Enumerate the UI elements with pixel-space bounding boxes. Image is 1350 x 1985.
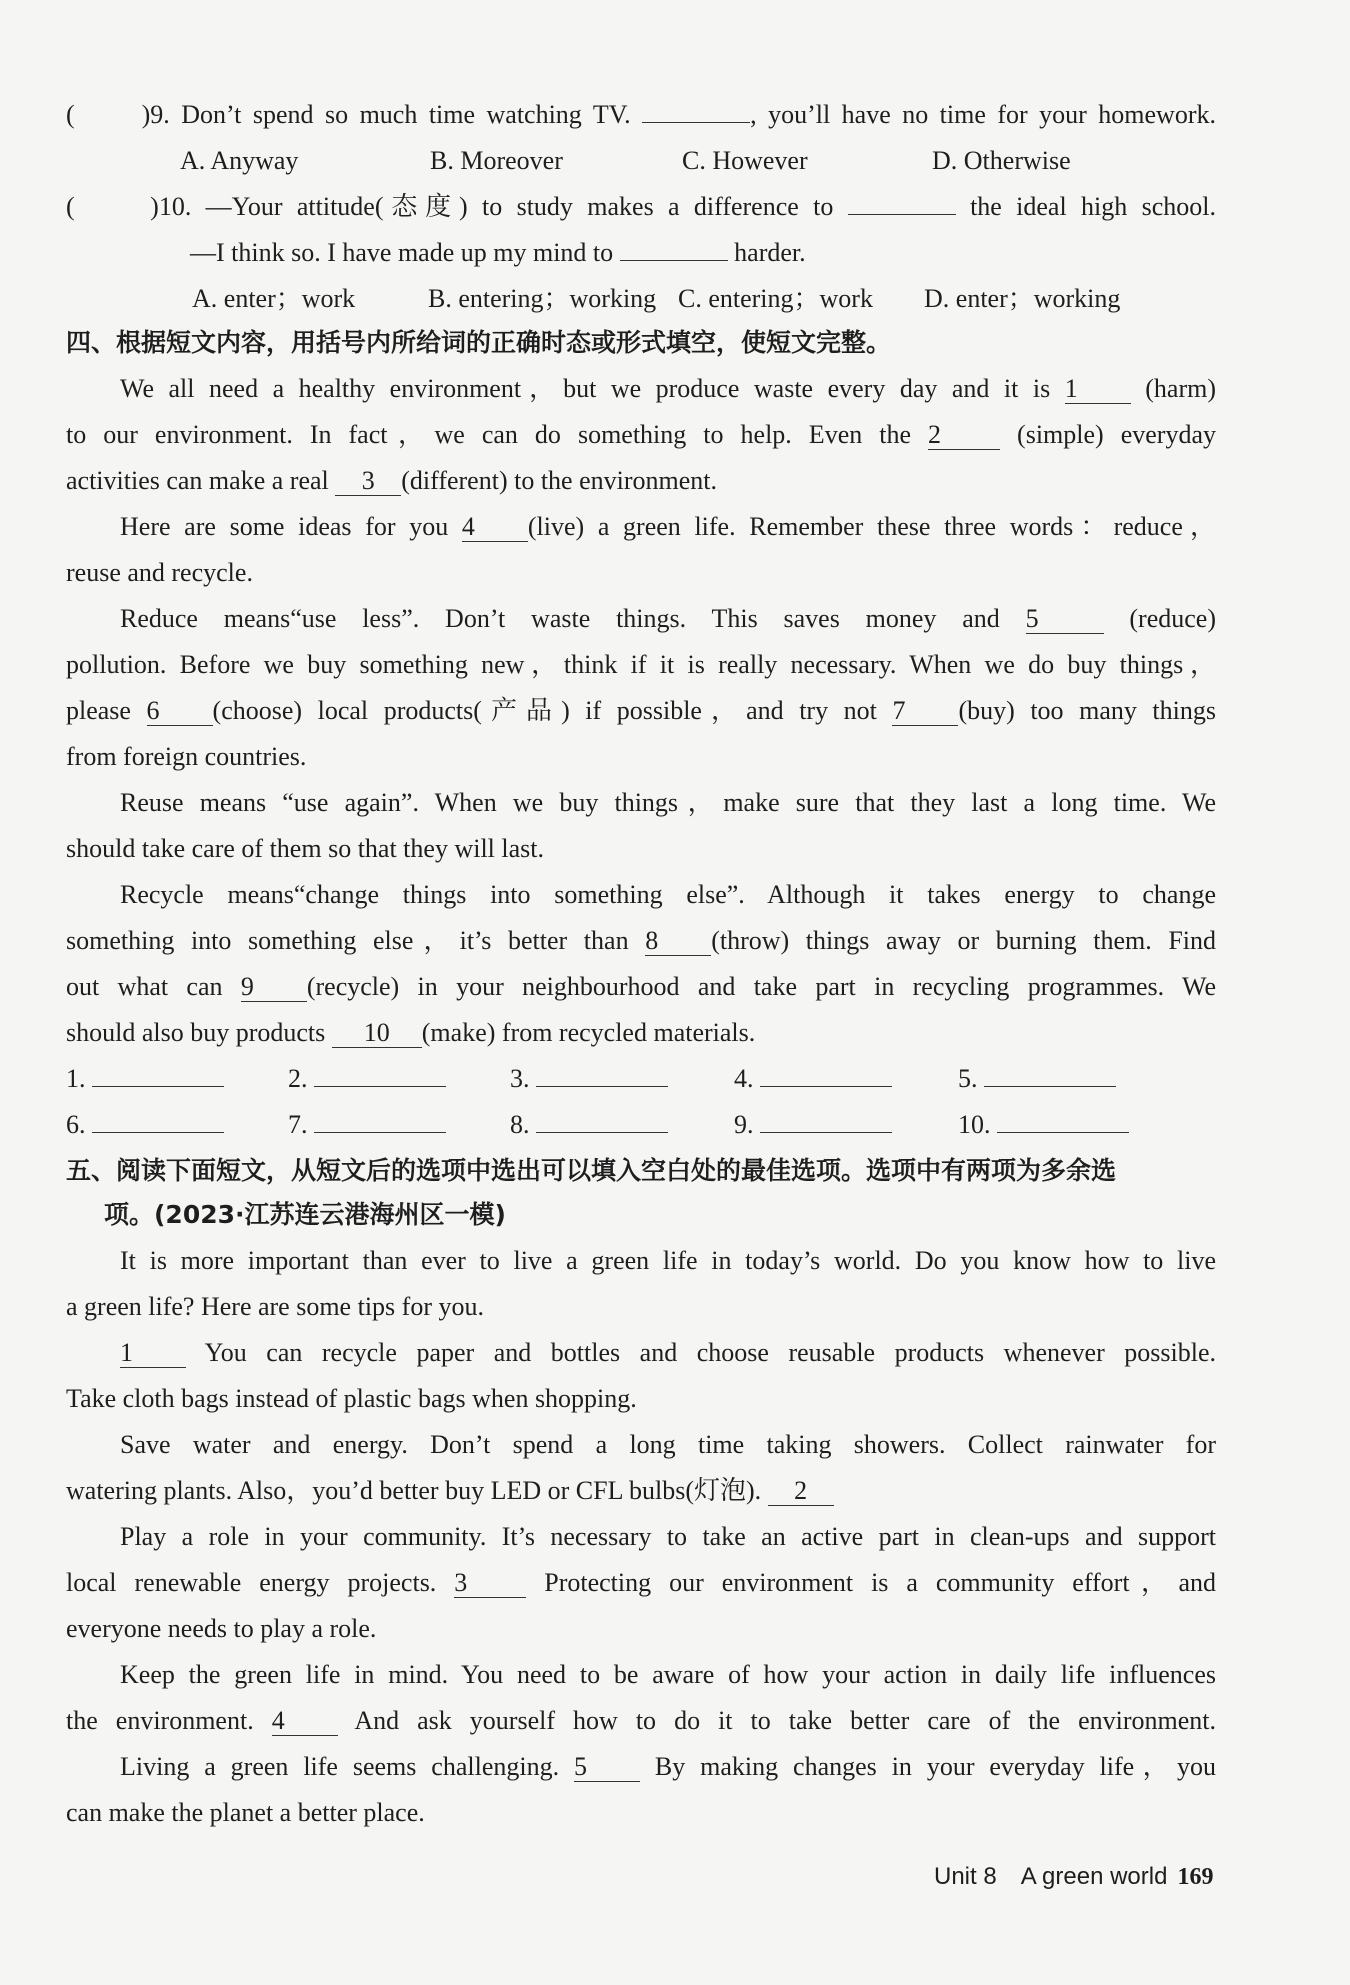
s4-blank-7[interactable]: 7 <box>892 697 958 726</box>
s5-blank-2[interactable]: 2 <box>768 1477 834 1506</box>
s5-line-6: watering plants. Also，you’d better buy LED or CFL bulbs(灯泡). 2 <box>66 1474 1216 1508</box>
q10-bracket: ( ) <box>66 192 159 221</box>
q10-blank-1[interactable] <box>848 214 956 215</box>
s5-line-4: Take cloth bags instead of plastic bags when shopping. <box>66 1384 637 1413</box>
s5-line-13: can make the planet a better place. <box>66 1798 425 1827</box>
s5-line-3: 1 You can recycle paper and bottles and choose reusable products whenever possible. <box>120 1338 1216 1367</box>
answer-slot[interactable]: 1. <box>66 1062 224 1096</box>
footer-unit-title: Unit 8 A green world <box>934 1863 1168 1890</box>
answer-slot[interactable]: 8. <box>510 1108 668 1142</box>
q10-blank-2[interactable] <box>620 260 728 261</box>
q9-option-d[interactable]: D. Otherwise <box>932 146 1071 175</box>
s5-line-11: the environment. 4 And ask yourself how to do it to take better care of the environment. <box>66 1706 1216 1735</box>
s4-line-7: pollution. Before we buy something new，think if it is really necessary. When we do buy things， <box>66 650 1216 679</box>
q10-options <box>192 282 1152 316</box>
s4-blank-1[interactable]: 1 <box>1065 375 1131 404</box>
s5-line-12: Living a green life seems challenging. 5 By making changes in your everyday life，you <box>120 1752 1217 1781</box>
s5-blank-5[interactable]: 5 <box>574 1753 640 1782</box>
s4-line-11: should take care of them so that they will last. <box>66 834 544 863</box>
s5-line-5: Save water and energy. Don’t spend a long time taking showers. Collect rainwater for <box>120 1430 1216 1459</box>
s4-blank-9[interactable]: 9 <box>241 973 307 1002</box>
s4-line-8: please 6 (choose) local products(产品) if possible，and try not 7 (buy) too many things <box>66 696 1216 725</box>
s5-line-7: Play a role in your community. It’s necessary to take an active part in clean-ups and support <box>120 1522 1216 1551</box>
answer-slot[interactable]: 4. <box>734 1062 892 1096</box>
answer-slot[interactable]: 9. <box>734 1108 892 1142</box>
s4-line-6: Reduce means“use less”. Don’t waste things. This saves money and 5 (reduce) <box>120 604 1216 633</box>
s4-line-10: Reuse means “use again”. When we buy things，make sure that they last a long time. We <box>120 788 1216 817</box>
s5-blank-1[interactable]: 1 <box>120 1339 186 1368</box>
s5-blank-4[interactable]: 4 <box>272 1707 338 1736</box>
s4-line-9: from foreign countries. <box>66 742 307 771</box>
section5-title: 五、阅读下面短文，从短文后的选项中选出可以填入空白处的最佳选项。选项中有两项为多余选 <box>66 1156 1117 1185</box>
q10-option-c[interactable]: C. entering；work <box>678 284 873 313</box>
s4-line-1: We all need a healthy environment，but we produce waste every day and it is 1 (harm) <box>120 374 1217 403</box>
answer-slot[interactable]: 7. <box>288 1108 446 1142</box>
s5-line-1: It is more important than ever to live a green life in today’s world. Do you know how to live <box>120 1246 1216 1275</box>
s4-line-14: out what can 9 (recycle) in your neighbourhood and take part in recycling programmes. We <box>66 972 1217 1001</box>
s4-blank-10[interactable]: 10 <box>332 1019 422 1048</box>
s5-line-2: a green life? Here are some tips for you. <box>66 1292 484 1321</box>
s4-line-12: Recycle means“change things into something else”. Although it takes energy to change <box>120 880 1216 909</box>
s5-line-9: everyone needs to play a role. <box>66 1614 377 1643</box>
s4-blank-8[interactable]: 8 <box>645 927 711 956</box>
s4-line-15: should also buy products 10 (make) from recycled materials. <box>66 1018 756 1047</box>
answer-slot[interactable]: 2. <box>288 1062 446 1096</box>
answer-slot[interactable]: 6. <box>66 1108 224 1142</box>
q10-stem: ( )10. —Your attitude(态度) to study makes a difference to the ideal high school. <box>66 192 1216 221</box>
q9-option-b[interactable]: B. Moreover <box>430 146 563 175</box>
s5-line-8: local renewable energy projects. 3 Protecting our environment is a community effort，and <box>66 1568 1217 1597</box>
q10-reply: —I think so. I have made up my mind to harder. <box>190 238 806 267</box>
q9-options <box>180 144 1080 178</box>
s4-line-2: to our environment. In fact，we can do something to help. Even the 2 (simple) everyday <box>66 420 1216 449</box>
s4-blank-4[interactable]: 4 <box>462 513 528 542</box>
s4-line-3: activities can make a real 3 (different) to the environment. <box>66 466 717 495</box>
page-footer <box>934 1856 1213 1891</box>
answer-slot[interactable]: 5. <box>958 1062 1116 1096</box>
q9-bracket: ( ) <box>66 100 151 129</box>
q9-option-a[interactable]: A. Anyway <box>180 146 299 175</box>
q9-option-c[interactable]: C. However <box>682 146 808 175</box>
s4-line-13: something into something else，it’s better than 8 (throw) things away or burning them. Find <box>66 926 1217 955</box>
answer-slot[interactable]: 3. <box>510 1062 668 1096</box>
section5-title-2: 项。(2023·江苏连云港海州区一模) <box>104 1200 506 1229</box>
section4-title: 四、根据短文内容，用括号内所给词的正确时态或形式填空，使短文完整。 <box>66 328 892 357</box>
q10-option-a[interactable]: A. enter；work <box>192 284 356 313</box>
q10-option-b[interactable]: B. entering；working <box>428 284 657 313</box>
s5-blank-3[interactable]: 3 <box>454 1569 526 1598</box>
answer-slot[interactable]: 10. <box>958 1108 1129 1142</box>
page-number: 169 <box>1177 1864 1214 1890</box>
q10-option-d[interactable]: D. enter；working <box>924 284 1121 313</box>
s4-blank-2[interactable]: 2 <box>928 421 1000 450</box>
q9-stem: ( )9. Don’t spend so much time watching TV. , you’ll have no time for your homework. <box>66 100 1216 129</box>
s4-line-5: reuse and recycle. <box>66 558 253 587</box>
s4-line-4: Here are some ideas for you 4 (live) a green life. Remember these three words：reduce， <box>120 512 1217 541</box>
s4-blank-6[interactable]: 6 <box>147 697 213 726</box>
s5-line-10: Keep the green life in mind. You need to be aware of how your action in daily life influences <box>120 1660 1216 1689</box>
s4-blank-3[interactable]: 3 <box>335 467 401 496</box>
q9-blank[interactable] <box>642 122 750 123</box>
s4-blank-5[interactable]: 5 <box>1026 605 1104 634</box>
